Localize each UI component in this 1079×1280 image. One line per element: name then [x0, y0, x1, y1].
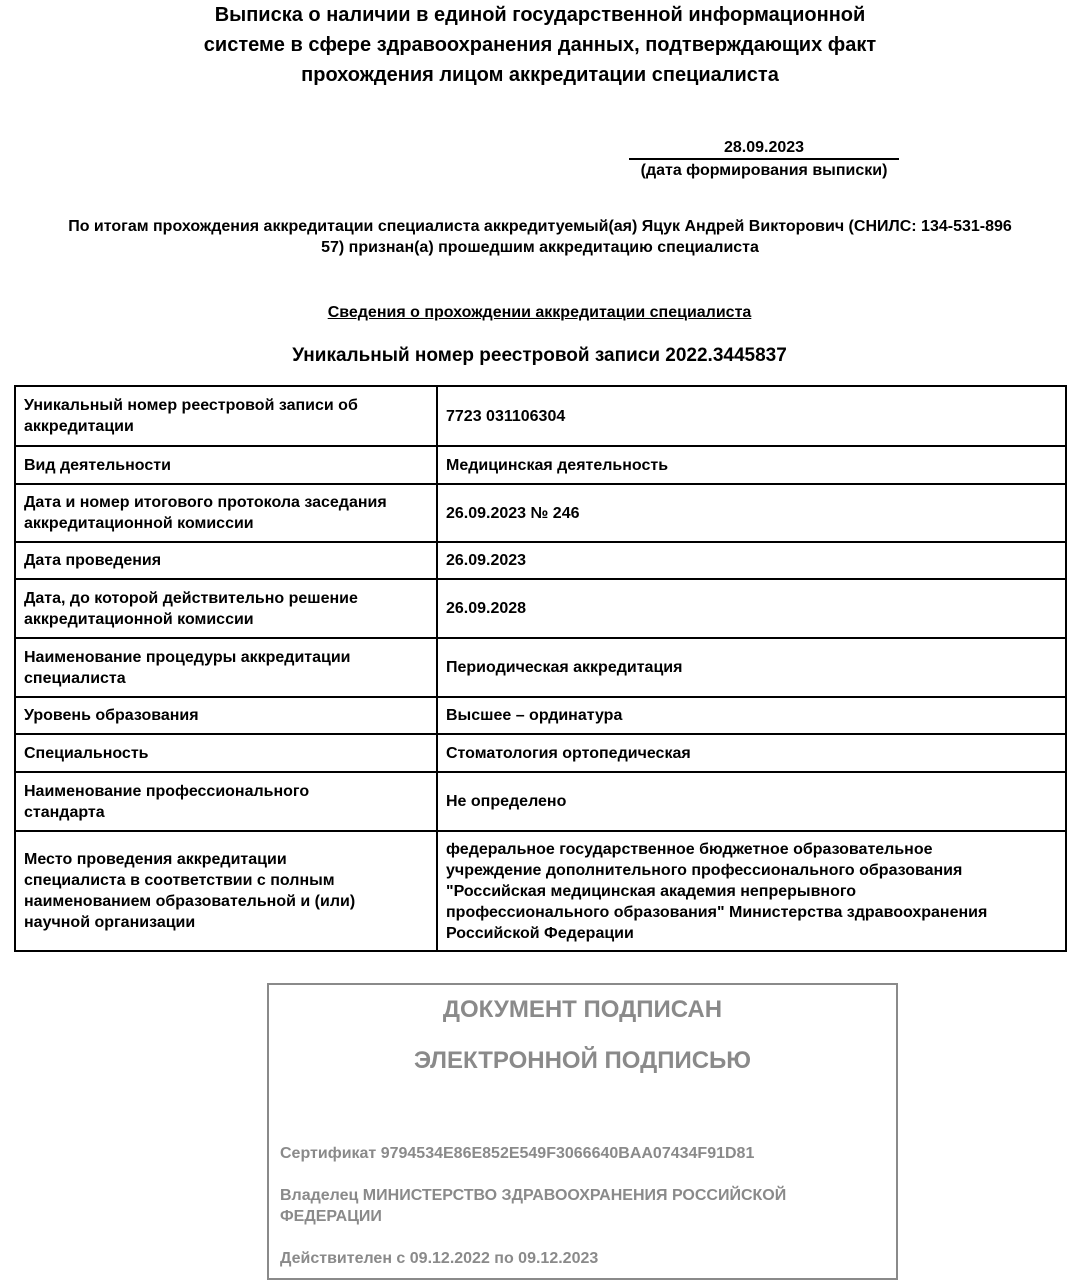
- value-line: профессионального образования" Министерства здравоохранения: [446, 903, 988, 921]
- value-line: 26.09.2028: [446, 600, 527, 617]
- table-row: [15, 734, 1066, 772]
- label-line: наименованием образовательной и (или): [24, 893, 356, 910]
- label-line: Наименование профессионального: [24, 782, 310, 800]
- label-line: аккредитационной комиссии: [24, 515, 254, 532]
- label-line: Специальность: [24, 744, 149, 762]
- value-line: 7723 031106304: [446, 407, 566, 425]
- registry-record-title: Уникальный номер реестровой записи 2022.3445837: [292, 345, 787, 366]
- section-title: Сведения о прохождении аккредитации специалиста: [327, 304, 752, 321]
- row-label: [15, 542, 437, 579]
- value-line: "Российская медицинская академия непрерывного: [446, 882, 857, 900]
- intro-paragraph: [18, 216, 1062, 258]
- value-line: федеральное государственное бюджетное образовательное: [446, 840, 933, 858]
- intro-line: 57) признан(а) прошедшим аккредитацию специалиста: [321, 239, 759, 256]
- row-label: [15, 579, 437, 638]
- label-line: Вид деятельности: [24, 456, 171, 474]
- row-value: [437, 386, 1066, 446]
- label-line: стандарта: [24, 803, 105, 821]
- row-label: [15, 484, 437, 542]
- label-line: Дата, до которой действительно решение: [24, 589, 358, 607]
- row-value: [437, 831, 1066, 951]
- row-label: [15, 386, 437, 446]
- value-line: 26.09.2023: [446, 552, 527, 569]
- label-line: аккредитационной комиссии: [24, 610, 254, 628]
- value-line: 26.09.2023 № 246: [446, 504, 580, 522]
- owner-line: Владелец МИНИСТЕРСТВО ЗДРАВООХРАНЕНИЯ РОССИЙСКОЙ: [280, 1187, 787, 1204]
- issue-date-caption: (дата формирования выписки): [640, 162, 888, 179]
- value-line: Не определено: [446, 793, 567, 810]
- row-label: [15, 446, 437, 484]
- table-row: [15, 772, 1066, 831]
- row-label: [15, 831, 437, 951]
- title-line: Выписка о наличии в единой государственной информационной: [214, 4, 866, 26]
- row-value: [437, 734, 1066, 772]
- value-line: Стоматология ортопедическая: [446, 744, 691, 762]
- label-line: Наименование процедуры аккредитации: [24, 648, 351, 666]
- issue-date-block: [628, 138, 900, 182]
- value-line: Российской Федерации: [446, 924, 634, 942]
- stamp-heading: ЭЛЕКТРОННОЙ ПОДПИСЬЮ: [413, 1047, 752, 1074]
- row-label: [15, 697, 437, 734]
- row-value: [437, 484, 1066, 542]
- table-row: [15, 446, 1066, 484]
- row-value: [437, 446, 1066, 484]
- stamp-heading: ДОКУМЕНТ ПОДПИСАН: [442, 996, 723, 1023]
- table-row: [15, 697, 1066, 734]
- table-row: [15, 579, 1066, 638]
- label-line: Место проведения аккредитации: [24, 851, 287, 868]
- title-line: прохождения лицом аккредитации специалиста: [301, 64, 779, 86]
- stamp-owner: [280, 1185, 880, 1227]
- table-row: [15, 638, 1066, 697]
- label-line: научной организации: [24, 914, 196, 931]
- row-label: [15, 734, 437, 772]
- label-line: Уровень образования: [24, 707, 199, 724]
- value-line: Медицинская деятельность: [446, 456, 669, 474]
- row-value: [437, 772, 1066, 831]
- issue-date: 28.09.2023: [723, 139, 805, 156]
- row-value: [437, 579, 1066, 638]
- label-line: специалиста в соответствии с полным: [24, 872, 335, 889]
- value-line: Высшее – ординатура: [446, 707, 623, 724]
- label-line: Уникальный номер реестровой записи об: [24, 397, 358, 414]
- row-label: [15, 638, 437, 697]
- label-line: Дата и номер итогового протокола заседания: [24, 494, 387, 511]
- row-value: [437, 697, 1066, 734]
- stamp-certificate: Сертификат 9794534E86E852E549F3066640BAA07434F91D81: [280, 1145, 755, 1162]
- row-value: [437, 638, 1066, 697]
- table-row: [15, 542, 1066, 579]
- value-line: Периодическая аккредитация: [446, 659, 683, 676]
- row-label: [15, 772, 437, 831]
- label-line: аккредитации: [24, 418, 134, 435]
- table-row: [15, 386, 1066, 446]
- electronic-signature-stamp: [267, 983, 898, 1280]
- row-value: [437, 542, 1066, 579]
- table-row: [15, 831, 1066, 951]
- title-line: системе в сфере здравоохранения данных, подтверждающих факт: [203, 34, 877, 56]
- intro-line: По итогам прохождения аккредитации специалиста аккредитуемый(ая) Яцук Андрей Викторович (СНИЛС: 134-531-896: [68, 218, 1012, 235]
- label-line: специалиста: [24, 669, 126, 687]
- label-line: Дата проведения: [24, 552, 162, 569]
- owner-line: ФЕДЕРАЦИИ: [280, 1208, 382, 1225]
- document-title: [100, 0, 980, 90]
- accreditation-table: [14, 385, 1067, 952]
- value-line: учреждение дополнительного профессионального образования: [446, 861, 963, 879]
- table-row: [15, 484, 1066, 542]
- stamp-validity: Действителен с 09.12.2022 по 09.12.2023: [280, 1250, 599, 1267]
